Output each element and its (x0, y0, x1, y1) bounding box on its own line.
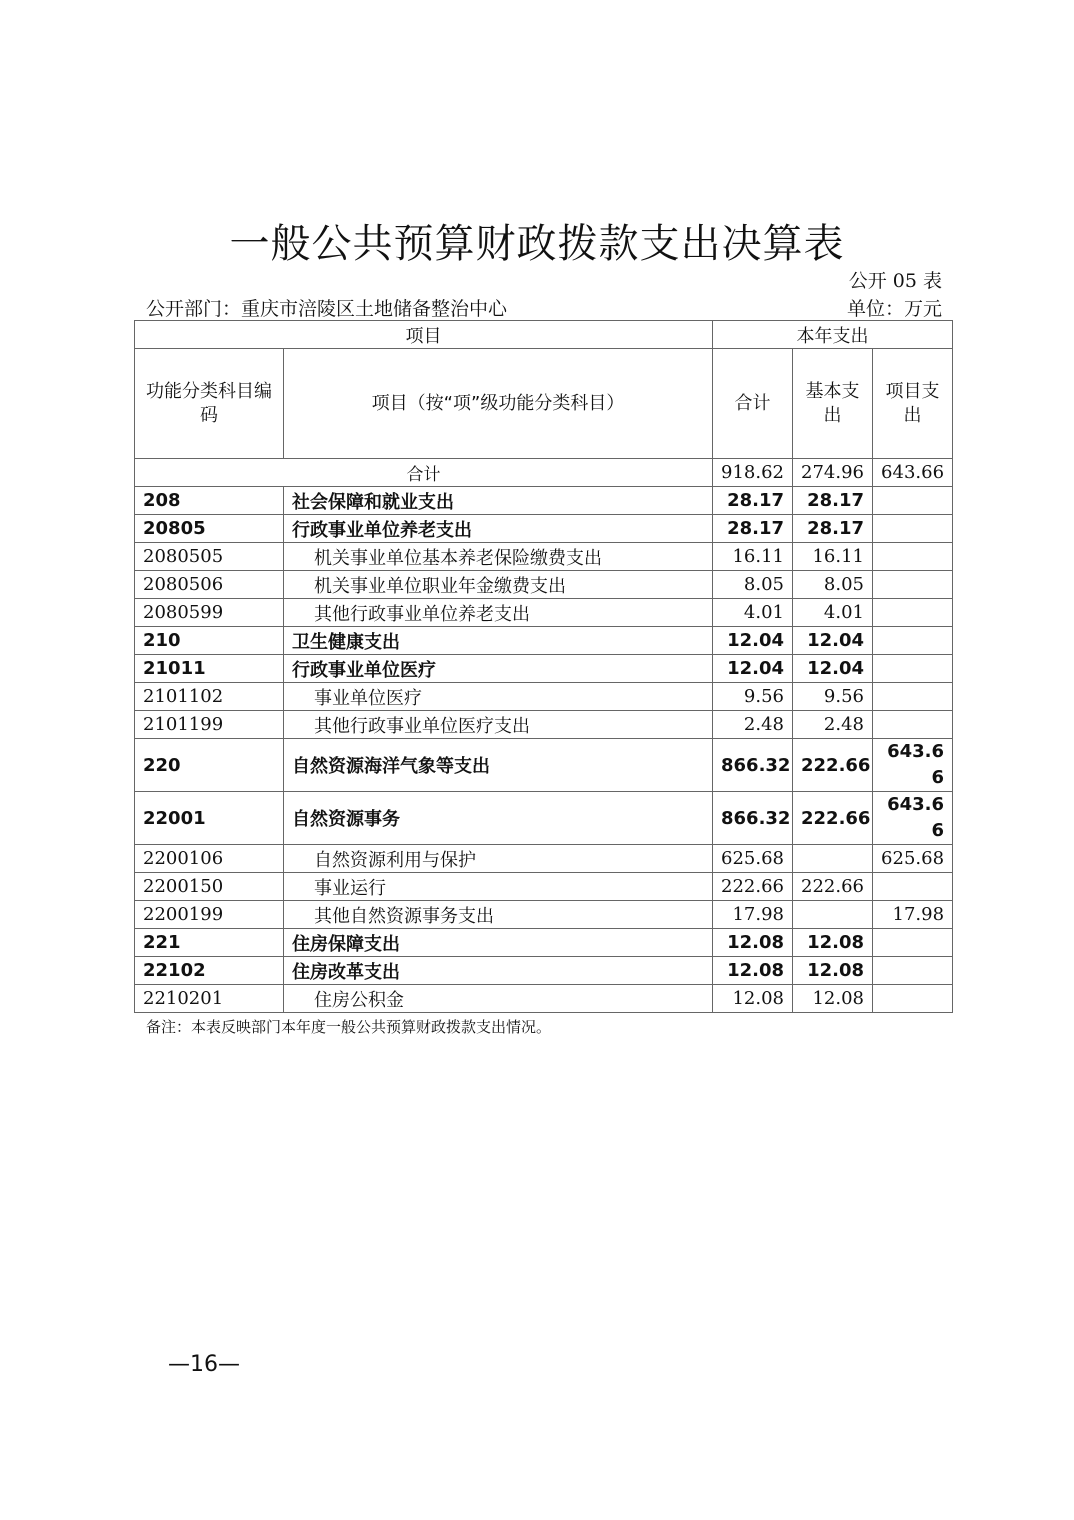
header-project: 项目 (135, 321, 713, 349)
table-row (135, 711, 953, 739)
row-code: 2200106 (135, 845, 284, 873)
table-row (135, 739, 953, 792)
row-code: 2101199 (135, 711, 284, 739)
row-name: 其他行政事业单位养老支出 (284, 599, 713, 627)
row-total: 12.08 (713, 957, 793, 985)
row-code: 2200199 (135, 901, 284, 929)
row-name: 事业单位医疗 (284, 683, 713, 711)
row-project: 625.68 (873, 845, 953, 873)
row-code: 221 (135, 929, 284, 957)
total-value: 918.62 (713, 459, 793, 487)
row-basic (793, 845, 873, 873)
row-total: 625.68 (713, 845, 793, 873)
table-row (135, 543, 953, 571)
table-row (135, 655, 953, 683)
row-code: 2080599 (135, 599, 284, 627)
header-total: 合计 (713, 349, 793, 459)
row-code: 2080506 (135, 571, 284, 599)
row-total: 12.04 (713, 627, 793, 655)
header-row-2 (135, 349, 953, 459)
row-total: 4.01 (713, 599, 793, 627)
row-total: 28.17 (713, 487, 793, 515)
row-project (873, 655, 953, 683)
row-project: 643.66 (873, 739, 953, 792)
row-basic: 16.11 (793, 543, 873, 571)
row-total: 9.56 (713, 683, 793, 711)
header-project-exp: 项目支出 (873, 349, 953, 459)
table-row (135, 873, 953, 901)
row-project (873, 929, 953, 957)
row-project (873, 599, 953, 627)
unit-label: 单位：万元 (846, 298, 942, 320)
row-name: 机关事业单位基本养老保险缴费支出 (284, 543, 713, 571)
form-number: 公开 05 表 (848, 270, 942, 292)
row-code: 220 (135, 739, 284, 792)
header-code: 功能分类科目编码 (135, 349, 284, 459)
total-label: 合计 (135, 459, 713, 487)
total-project: 643.66 (873, 459, 953, 487)
row-basic: 12.08 (793, 929, 873, 957)
table-row (135, 599, 953, 627)
expenditure-table (134, 320, 953, 1013)
row-name: 事业运行 (284, 873, 713, 901)
row-code: 21011 (135, 655, 284, 683)
row-basic: 12.04 (793, 627, 873, 655)
row-code: 2200150 (135, 873, 284, 901)
footnote: 备注：本表反映部门本年度一般公共预算财政拨款支出情况。 (146, 1018, 552, 1036)
header-basic: 基本支出 (793, 349, 873, 459)
row-total: 28.17 (713, 515, 793, 543)
row-basic: 2.48 (793, 711, 873, 739)
row-project (873, 711, 953, 739)
row-name: 自然资源事务 (284, 792, 713, 845)
row-name: 住房公积金 (284, 985, 713, 1013)
table-row (135, 845, 953, 873)
table-row (135, 683, 953, 711)
row-code: 2101102 (135, 683, 284, 711)
row-project (873, 571, 953, 599)
row-name: 机关事业单位职业年金缴费支出 (284, 571, 713, 599)
table-row (135, 515, 953, 543)
row-total: 2.48 (713, 711, 793, 739)
row-name: 其他行政事业单位医疗支出 (284, 711, 713, 739)
table-row (135, 957, 953, 985)
row-name: 自然资源利用与保护 (284, 845, 713, 873)
department-label: 公开部门：重庆市涪陵区土地储备整治中心 (146, 298, 508, 320)
table-row (135, 985, 953, 1013)
row-basic (793, 901, 873, 929)
row-code: 208 (135, 487, 284, 515)
table-row (135, 571, 953, 599)
row-basic: 4.01 (793, 599, 873, 627)
row-code: 22102 (135, 957, 284, 985)
row-project: 643.66 (873, 792, 953, 845)
row-total: 12.08 (713, 929, 793, 957)
row-name: 住房保障支出 (284, 929, 713, 957)
row-basic: 12.04 (793, 655, 873, 683)
row-code: 2080505 (135, 543, 284, 571)
row-total: 222.66 (713, 873, 793, 901)
row-project: 17.98 (873, 901, 953, 929)
table-row (135, 627, 953, 655)
row-total: 866.32 (713, 792, 793, 845)
row-name: 其他自然资源事务支出 (284, 901, 713, 929)
row-project (873, 985, 953, 1013)
row-name: 行政事业单位医疗 (284, 655, 713, 683)
row-basic: 222.66 (793, 739, 873, 792)
row-code: 20805 (135, 515, 284, 543)
table-row (135, 901, 953, 929)
table-row (135, 487, 953, 515)
row-total: 16.11 (713, 543, 793, 571)
row-basic: 222.66 (793, 792, 873, 845)
row-total: 12.04 (713, 655, 793, 683)
header-annual-expenditure: 本年支出 (713, 321, 953, 349)
row-basic: 28.17 (793, 487, 873, 515)
row-name: 住房改革支出 (284, 957, 713, 985)
row-project (873, 957, 953, 985)
header-item: 项目（按“项”级功能分类科目） (284, 349, 713, 459)
row-code: 2210201 (135, 985, 284, 1013)
row-basic: 12.08 (793, 957, 873, 985)
header-row-1 (135, 321, 953, 349)
row-total: 17.98 (713, 901, 793, 929)
row-total: 12.08 (713, 985, 793, 1013)
row-code: 22001 (135, 792, 284, 845)
row-basic: 9.56 (793, 683, 873, 711)
row-project (873, 487, 953, 515)
row-name: 社会保障和就业支出 (284, 487, 713, 515)
row-basic: 28.17 (793, 515, 873, 543)
row-basic: 12.08 (793, 985, 873, 1013)
total-basic: 274.96 (793, 459, 873, 487)
row-basic: 222.66 (793, 873, 873, 901)
table-row (135, 929, 953, 957)
row-basic: 8.05 (793, 571, 873, 599)
row-project (873, 627, 953, 655)
row-name: 自然资源海洋气象等支出 (284, 739, 713, 792)
row-name: 卫生健康支出 (284, 627, 713, 655)
row-name: 行政事业单位养老支出 (284, 515, 713, 543)
row-project (873, 873, 953, 901)
page-title: 一般公共预算财政拨款支出决算表 (229, 221, 845, 267)
row-total: 866.32 (713, 739, 793, 792)
table-row (135, 792, 953, 845)
row-total: 8.05 (713, 571, 793, 599)
row-project (873, 683, 953, 711)
page-number: —16— (168, 1352, 240, 1377)
total-row (135, 459, 953, 487)
row-code: 210 (135, 627, 284, 655)
row-project (873, 543, 953, 571)
row-project (873, 515, 953, 543)
